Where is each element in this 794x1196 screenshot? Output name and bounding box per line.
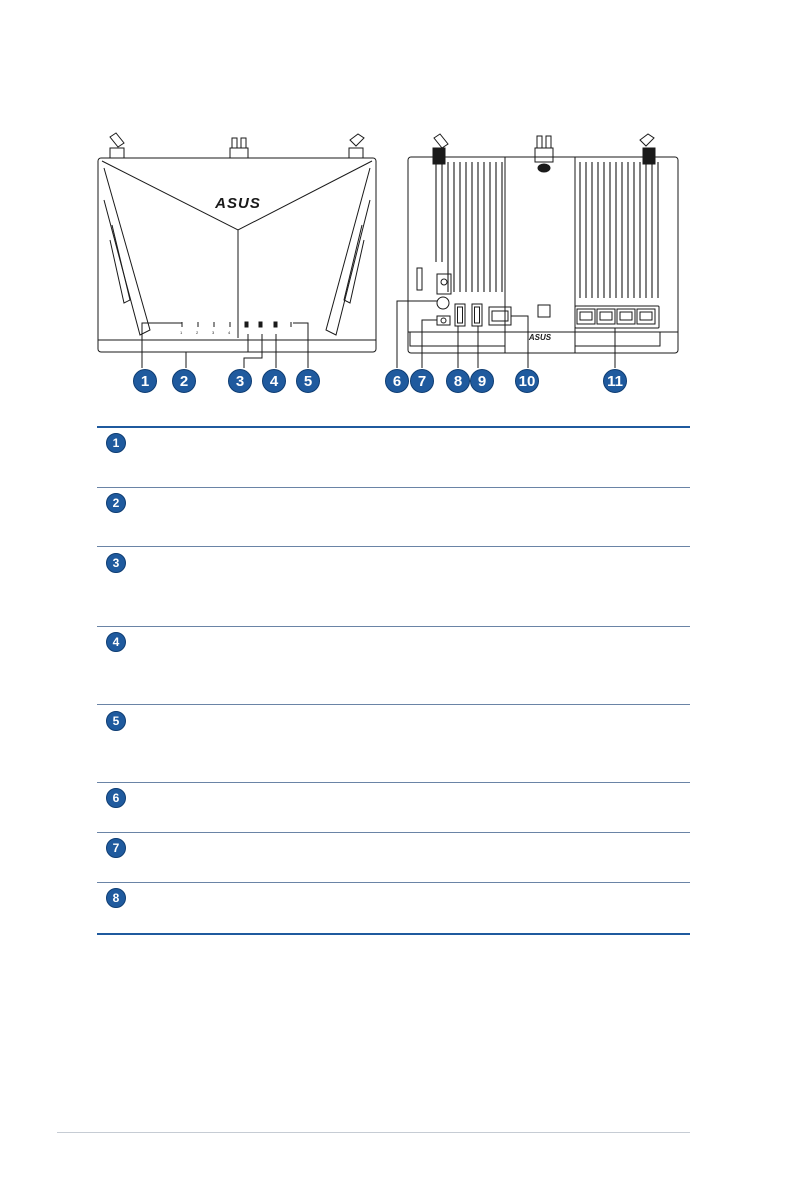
table-row-badge-4: 4 bbox=[106, 632, 126, 652]
table-row-divider bbox=[97, 704, 690, 705]
table-row-badge-6: 6 bbox=[106, 788, 126, 808]
table-top-rule bbox=[97, 426, 690, 428]
svg-text:3: 3 bbox=[212, 330, 215, 335]
lan-ports bbox=[575, 306, 659, 328]
callout-8: 8 bbox=[446, 369, 470, 393]
table-row-badge-5: 5 bbox=[106, 711, 126, 731]
back-antenna-right bbox=[640, 134, 655, 164]
table-row-badge-2: 2 bbox=[106, 493, 126, 513]
callout-4: 4 bbox=[262, 369, 286, 393]
callout-1: 1 bbox=[133, 369, 157, 393]
svg-text:4: 4 bbox=[228, 330, 231, 335]
table-row-badge-8: 8 bbox=[106, 888, 126, 908]
table-row-divider bbox=[97, 626, 690, 627]
svg-text:2: 2 bbox=[196, 330, 199, 335]
table-row-divider bbox=[97, 832, 690, 833]
footer-rule bbox=[57, 1132, 690, 1133]
callout-6: 6 bbox=[385, 369, 409, 393]
router-front-view bbox=[98, 133, 376, 368]
power-jack bbox=[437, 316, 450, 325]
back-brand-logo: ASUS bbox=[528, 333, 552, 342]
callout-5: 5 bbox=[296, 369, 320, 393]
back-vent-right bbox=[580, 162, 658, 298]
table-row-badge-1: 1 bbox=[106, 433, 126, 453]
power-button bbox=[437, 297, 449, 309]
table-row-divider bbox=[97, 882, 690, 883]
table-row-divider bbox=[97, 487, 690, 488]
callout-10: 10 bbox=[515, 369, 539, 393]
table-row-divider bbox=[97, 782, 690, 783]
callout-7: 7 bbox=[410, 369, 434, 393]
back-vent-left bbox=[436, 162, 502, 292]
front-led-indicators bbox=[180, 322, 291, 335]
front-antenna-right bbox=[349, 134, 364, 158]
callout-2: 2 bbox=[172, 369, 196, 393]
table-row-badge-3: 3 bbox=[106, 553, 126, 573]
callout-11: 11 bbox=[603, 369, 627, 393]
back-antenna-middle bbox=[535, 136, 553, 172]
svg-text:1: 1 bbox=[180, 330, 183, 335]
front-brand-logo: ASUS bbox=[215, 195, 261, 212]
table-row-divider bbox=[97, 546, 690, 547]
table-bottom-rule bbox=[97, 933, 690, 935]
callout-3: 3 bbox=[228, 369, 252, 393]
router-illustration bbox=[0, 0, 794, 420]
back-antenna-left bbox=[433, 134, 448, 164]
front-antenna-left bbox=[110, 133, 124, 158]
front-antenna-middle bbox=[230, 138, 248, 158]
callout-9: 9 bbox=[470, 369, 494, 393]
front-body bbox=[98, 158, 376, 352]
table-row-badge-7: 7 bbox=[106, 838, 126, 858]
